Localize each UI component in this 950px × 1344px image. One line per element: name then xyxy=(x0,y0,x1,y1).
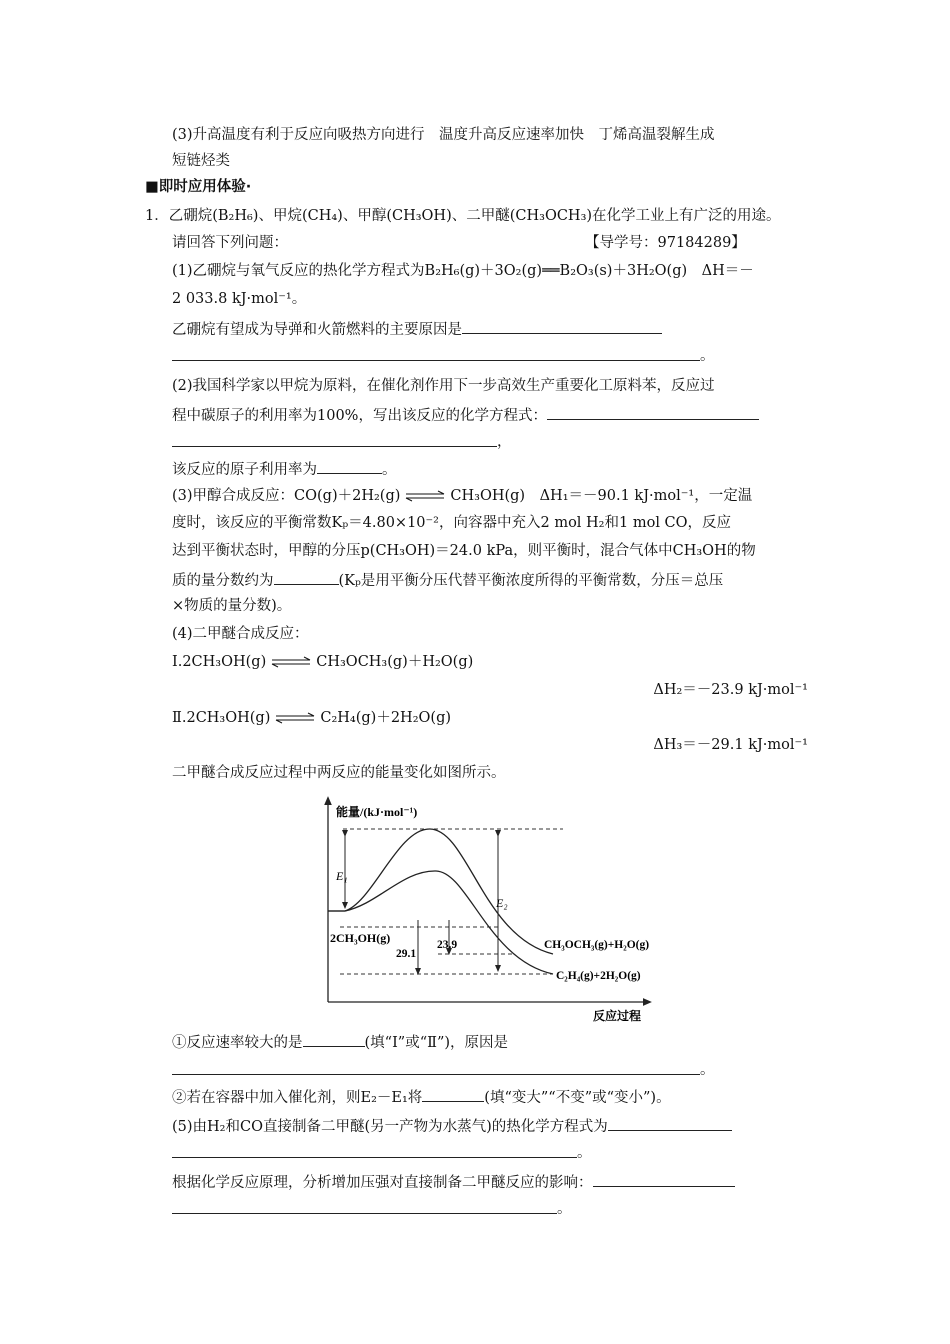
question-b xyxy=(172,1086,671,1108)
p3-line1-right: CH₃OH(g) ΔH₁＝－90.1 kJ·mol⁻¹，一定温 xyxy=(450,488,753,504)
p2-line1: (2)我国科学家以甲烷为原料，在催化剂作用下一步高效生产重要化工原料苯，反应过 xyxy=(172,378,715,394)
q1-ask: 请回答下列问题： xyxy=(172,235,288,251)
equilibrium-arrow-icon xyxy=(404,490,446,502)
p2-line3-text: 该反应的原子利用率为 xyxy=(172,462,317,478)
reaction-2 xyxy=(172,708,451,728)
p5-pressure-blank-1[interactable] xyxy=(593,1171,735,1187)
energy-diagram xyxy=(318,792,663,1024)
product1-label: CH₃OCH₃(g)+H₂O(g) xyxy=(544,939,650,951)
p5-equation-blank-2[interactable] xyxy=(172,1157,577,1158)
p2-equation-blank-2[interactable] xyxy=(172,446,497,447)
prev-answer-line1: (3)升高温度有利于反应向吸热方向进行 温度升高反应速率加快 丁烯高温裂解生成 xyxy=(172,127,715,143)
p2-comma: ， xyxy=(497,434,512,450)
p1-line1: (1)乙硼烷与氧气反应的热化学方程式为B₂H₆(g)＋3O₂(g)══B₂O₃(s)＋3H₂O(g) ΔH＝－ xyxy=(172,263,754,279)
guide-number: 【导学号：97184289】 xyxy=(585,235,746,251)
p4-title: (4)二甲醚合成反应： xyxy=(172,626,309,642)
question-a xyxy=(172,1031,508,1053)
dh2-label: 29.1 xyxy=(396,948,417,960)
p5-equation-blank-1[interactable] xyxy=(608,1115,732,1131)
p3-line5: ×物质的量分数)。 xyxy=(172,598,292,614)
p5-line1-text: (5)由H₂和CO直接制备二甲醚(另一产物为水蒸气)的热化学方程式为 xyxy=(172,1119,608,1135)
dh1-label: 23.9 xyxy=(437,939,458,951)
prev-answer-line2: 短链烃类 xyxy=(172,153,230,169)
section-heading: ■即时应用体验· xyxy=(145,179,252,195)
e1-label: E₁ xyxy=(336,869,348,883)
question-b-rest: (填“变大”“不变”或“变小”)。 xyxy=(484,1090,671,1106)
p1-question xyxy=(172,318,662,340)
question-a-period: 。 xyxy=(700,1062,715,1078)
x-axis-label: 反应过程 xyxy=(593,1009,642,1023)
reaction-2-dh: ΔH₃＝－29.1 kJ·mol⁻¹ xyxy=(653,737,808,753)
p2-utilization-blank[interactable] xyxy=(317,458,382,474)
p1-ask-text: 乙硼烷有望成为导弹和火箭燃料的主要原因是 xyxy=(172,322,462,338)
p3-fraction-blank[interactable] xyxy=(274,569,339,585)
p3-line1 xyxy=(172,486,752,506)
question-a-blank[interactable] xyxy=(303,1031,365,1047)
question-b-blank[interactable] xyxy=(422,1086,484,1102)
equilibrium-arrow-icon xyxy=(270,656,312,668)
p1-answer-blank-1[interactable] xyxy=(462,318,662,334)
reactant-label: 2CH₃OH(g) xyxy=(330,931,391,945)
reaction-2-right: C₂H₄(g)＋2H₂O(g) xyxy=(320,710,452,726)
question-a-rest: (填“Ⅰ”或“Ⅱ”)，原因是 xyxy=(364,1035,509,1051)
p5-period: 。 xyxy=(577,1145,592,1161)
p3-line2: 度时，该反应的平衡常数Kₚ＝4.80×10⁻²，向容器中充入2 mol H₂和1 mol CO，反应 xyxy=(172,515,732,531)
p2-equation-blank-1[interactable] xyxy=(547,404,759,420)
p3-line4-text: 质的量分数约为 xyxy=(172,573,274,589)
reaction-1 xyxy=(172,652,473,672)
p1-answer-blank-2[interactable] xyxy=(172,360,700,361)
question-a-reason-blank[interactable] xyxy=(172,1074,700,1075)
p3-line4 xyxy=(172,569,723,591)
reaction-curve-2 xyxy=(328,871,553,974)
p2-line2-text: 程中碳原子的利用率为100%，写出该反应的化学方程式： xyxy=(172,408,547,424)
reaction-1-left: Ⅰ.2CH₃OH(g) xyxy=(172,654,267,670)
reaction-2-left: Ⅱ.2CH₃OH(g) xyxy=(172,710,271,726)
p2-line2 xyxy=(172,404,759,426)
p3-line3: 达到平衡状态时，甲醇的分压p(CH₃OH)＝24.0 kPa，则平衡时，混合气体中CH₃OH的物 xyxy=(172,543,756,559)
p5-pressure-blank-2[interactable] xyxy=(172,1213,557,1214)
p5-period-2: 。 xyxy=(557,1201,572,1217)
p3-line1-left: (3)甲醇合成反应：CO(g)＋2H₂(g) xyxy=(172,488,401,504)
p1-period: 。 xyxy=(700,348,715,364)
p3-line4-rest: (Kₚ是用平衡分压代替平衡浓度所得的平衡常数，分压＝总压 xyxy=(338,573,724,589)
product2-label: C₂H₄(g)+2H₂O(g) xyxy=(556,970,641,982)
equilibrium-arrow-icon xyxy=(274,712,316,724)
p5-line3 xyxy=(172,1171,735,1193)
question-a-text: ①反应速率较大的是 xyxy=(172,1035,303,1051)
question-b-text: ②若在容器中加入催化剂，则E₂－E₁将 xyxy=(172,1090,423,1106)
p2-line3 xyxy=(172,458,397,480)
p2-line3-period: 。 xyxy=(382,462,397,478)
p5-line1 xyxy=(172,1115,732,1137)
p1-line2: 2 033.8 kJ·mol⁻¹。 xyxy=(172,291,307,307)
reaction-1-right: CH₃OCH₃(g)＋H₂O(g) xyxy=(316,654,474,670)
figure-caption: 二甲醚合成反应过程中两反应的能量变化如图所示。 xyxy=(172,765,506,781)
y-axis-label: 能量/(kJ·mol⁻¹) xyxy=(336,805,418,819)
e2-label: E₂ xyxy=(496,896,508,910)
q1-intro: 1．乙硼烷(B₂H₆)、甲烷(CH₄)、甲醇(CH₃OH)、二甲醚(CH₃OCH₃)在化学工业上有广泛的用途。 xyxy=(145,208,781,224)
p5-line3-text: 根据化学反应原理，分析增加压强对直接制备二甲醚反应的影响： xyxy=(172,1175,593,1191)
reaction-1-dh: ΔH₂＝－23.9 kJ·mol⁻¹ xyxy=(653,682,808,698)
